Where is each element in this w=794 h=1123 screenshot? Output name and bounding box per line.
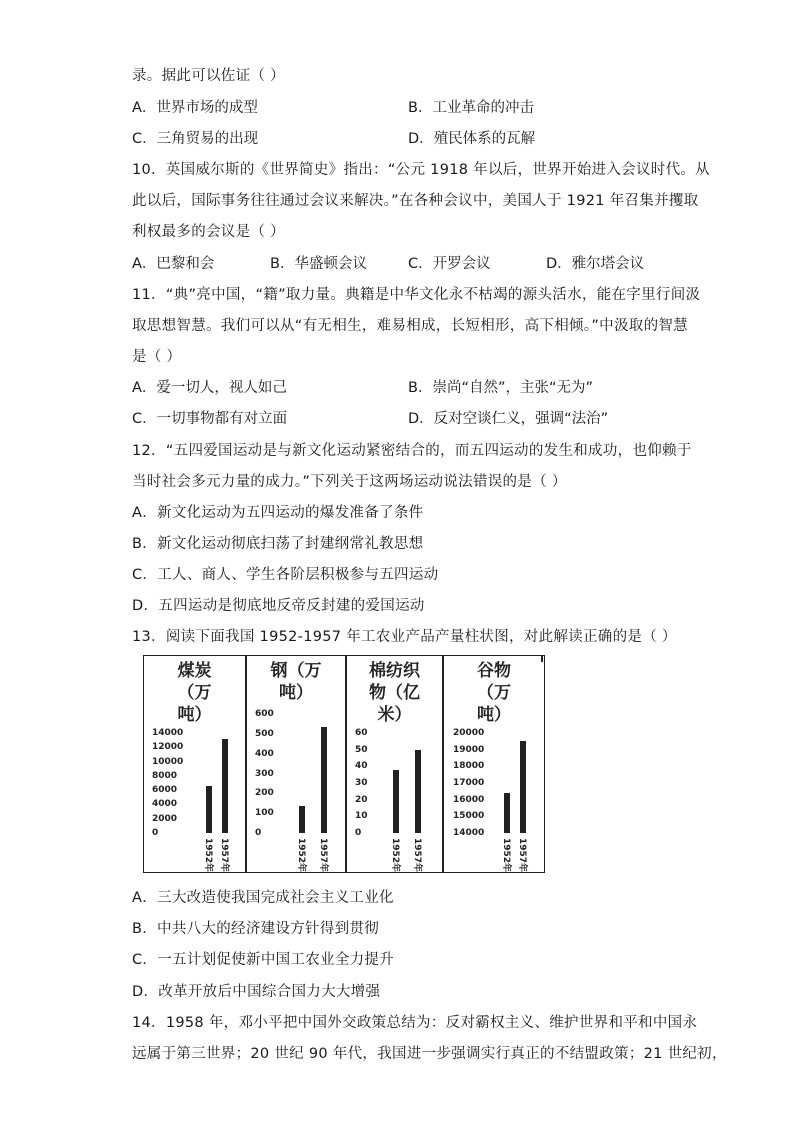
y-tick-label: 8000 xyxy=(152,770,178,781)
scan-mark xyxy=(541,656,543,662)
y-tick-label: 30 xyxy=(355,778,368,788)
y-tick-label: 4000 xyxy=(152,799,178,810)
q9-options-row2 xyxy=(132,129,672,149)
y-tick-label: 0 xyxy=(255,828,262,838)
q12-option-b[interactable]: B．新文化运动彻底扫荡了封建纲常礼教思想 xyxy=(132,536,424,552)
y-tick-label: 60 xyxy=(355,728,368,738)
y-tick-label: 10000 xyxy=(152,756,184,767)
y-tick-label: 50 xyxy=(355,744,368,755)
y-tick-label: 15000 xyxy=(453,811,485,822)
chart-panel-4 xyxy=(443,655,545,873)
q11-stem-line1: 11．“典”亮中国，“籍”取力量。典籍是中华文化永不枯竭的源头活水，能在字里行间汲 xyxy=(132,287,701,303)
q10-stem-line1: 10．英国威尔斯的《世界简史》指出：“公元 1918 年以后，世界开始进入会议时代。从 xyxy=(132,162,710,178)
bar-1952年 xyxy=(299,806,305,833)
q11-stem-line2: 取思想智慧。我们可以从“有无相生，难易相成，长短相形，高下相倾。”中汲取的智慧 xyxy=(132,318,688,334)
q10-stem-line3: 利权最多的会议是（ ） xyxy=(132,224,285,240)
q11-option-b[interactable]: B．崇尚“自然”，主张“无为” xyxy=(408,380,593,396)
y-tick-label: 600 xyxy=(255,709,274,719)
q14-stem-line2: 远属于第三世界；20 世纪 90 年代，我国进一步强调实行真正的不结盟政策；21 世纪初， xyxy=(132,1046,727,1062)
q11-stem-line3: 是（ ） xyxy=(132,349,182,365)
bar-1952年 xyxy=(206,786,212,833)
q10-options-row xyxy=(132,254,672,274)
y-tick-label: 12000 xyxy=(152,742,184,753)
y-tick-label: 6000 xyxy=(152,785,178,796)
q11-options-row2 xyxy=(132,409,672,429)
q9-option-d[interactable]: D．殖民体系的瓦解 xyxy=(408,131,536,147)
chart-title: 煤炭 （万 吨） xyxy=(177,661,212,725)
q9-options-row1 xyxy=(132,98,672,118)
y-tick-label: 18000 xyxy=(453,761,485,772)
q10-option-a[interactable]: A．巴黎和会 xyxy=(132,256,215,272)
x-tick-label: 1957年 xyxy=(219,838,229,873)
y-tick-label: 16000 xyxy=(453,794,485,805)
q12-option-c[interactable]: C．工人、商人、学生各阶层积极参与五四运动 xyxy=(132,567,439,583)
q13-option-b[interactable]: B．中共八大的经济建设方针得到贯彻 xyxy=(132,921,380,937)
y-tick-label: 0 xyxy=(355,828,362,838)
q12-option-a[interactable]: A．新文化运动为五四运动的爆发准备了条件 xyxy=(132,505,424,521)
q13-option-a[interactable]: A．三大改造使我国完成社会主义工业化 xyxy=(132,890,394,906)
q10-stem-line2: 此以后，国际事务往往通过会议来解决。”在各种会议中，美国人于 1921 年召集并攫取 xyxy=(132,193,699,209)
y-tick-label: 40 xyxy=(355,761,368,772)
q11-option-d[interactable]: D．反对空谈仁义，强调“法治” xyxy=(408,411,609,427)
chart-panel-2 xyxy=(246,655,346,873)
q10-option-b[interactable]: B．华盛顿会议 xyxy=(270,256,367,272)
q9-option-c[interactable]: C．三角贸易的出现 xyxy=(132,131,259,147)
bar-1957年 xyxy=(321,727,327,833)
y-tick-label: 17000 xyxy=(453,778,485,788)
bar-1952年 xyxy=(393,770,399,833)
x-tick-label: 1952年 xyxy=(390,838,400,873)
x-tick-label: 1957年 xyxy=(412,838,422,873)
x-tick-label: 1952年 xyxy=(501,838,511,873)
q10-option-c[interactable]: C．开罗会议 xyxy=(408,256,491,272)
q13-stem: 13．阅读下面我国 1952-1957 年工农业产品产量柱状图，对此解读正确的是（ ） xyxy=(132,629,677,645)
y-tick-label: 10 xyxy=(355,811,368,822)
y-tick-label: 2000 xyxy=(152,813,178,824)
q12-stem-line1: 12．“五四爱国运动是与新文化运动紧密结合的，而五四运动的发生和成功，也仰赖于 xyxy=(132,443,692,459)
chart-title: 谷物 （万 吨） xyxy=(477,661,511,725)
q12-option-d[interactable]: D．五四运动是彻底地反帝反封建的爱国运动 xyxy=(132,598,425,614)
production-bar-charts xyxy=(143,655,545,873)
x-tick-label: 1952年 xyxy=(203,838,213,873)
y-tick-label: 500 xyxy=(255,728,274,739)
chart-title: 钢（万 吨） xyxy=(270,661,322,703)
y-tick-label: 300 xyxy=(255,768,274,779)
q9-option-b[interactable]: B．工业革命的冲击 xyxy=(408,100,534,116)
y-tick-label: 14000 xyxy=(453,828,485,838)
chart-panel-3 xyxy=(346,655,443,873)
chart-title: 棉纺织 物（亿 米） xyxy=(369,661,420,725)
q11-options-row1 xyxy=(132,378,672,398)
x-tick-label: 1957年 xyxy=(517,838,527,873)
chart-panel-1 xyxy=(143,655,246,873)
q9-option-a[interactable]: A．世界市场的成型 xyxy=(132,100,258,116)
bar-1957年 xyxy=(520,741,526,833)
y-tick-label: 14000 xyxy=(152,728,184,738)
y-tick-label: 200 xyxy=(255,788,274,799)
bar-1957年 xyxy=(222,739,228,833)
y-tick-label: 20 xyxy=(355,794,368,805)
q10-option-d[interactable]: D．雅尔塔会议 xyxy=(546,256,645,272)
y-tick-label: 400 xyxy=(255,748,274,759)
q14-stem-line1: 14．1958 年，邓小平把中国外交政策总结为：反对霸权主义、维护世界和平和中国永 xyxy=(132,1015,698,1031)
y-tick-label: 100 xyxy=(255,808,274,819)
bar-1952年 xyxy=(504,793,510,833)
y-tick-label: 20000 xyxy=(453,728,485,738)
y-tick-label: 19000 xyxy=(453,744,485,755)
q11-option-c[interactable]: C．一切事物都有对立面 xyxy=(132,411,288,427)
x-tick-label: 1952年 xyxy=(296,838,306,873)
bar-1957年 xyxy=(415,750,421,833)
x-tick-label: 1957年 xyxy=(318,838,328,873)
y-tick-label: 0 xyxy=(152,828,159,838)
q12-stem-line2: 当时社会多元力量的成力。”下列关于这两场运动说法错误的是（ ） xyxy=(132,474,567,490)
q13-option-d[interactable]: D．改革开放后中国综合国力大大增强 xyxy=(132,984,381,1000)
q11-option-a[interactable]: A．爱一切人，视人如己 xyxy=(132,380,287,396)
q9-stem-end: 录。据此可以佐证（ ） xyxy=(132,68,285,84)
q13-option-c[interactable]: C．一五计划促使新中国工农业全力提升 xyxy=(132,952,395,968)
